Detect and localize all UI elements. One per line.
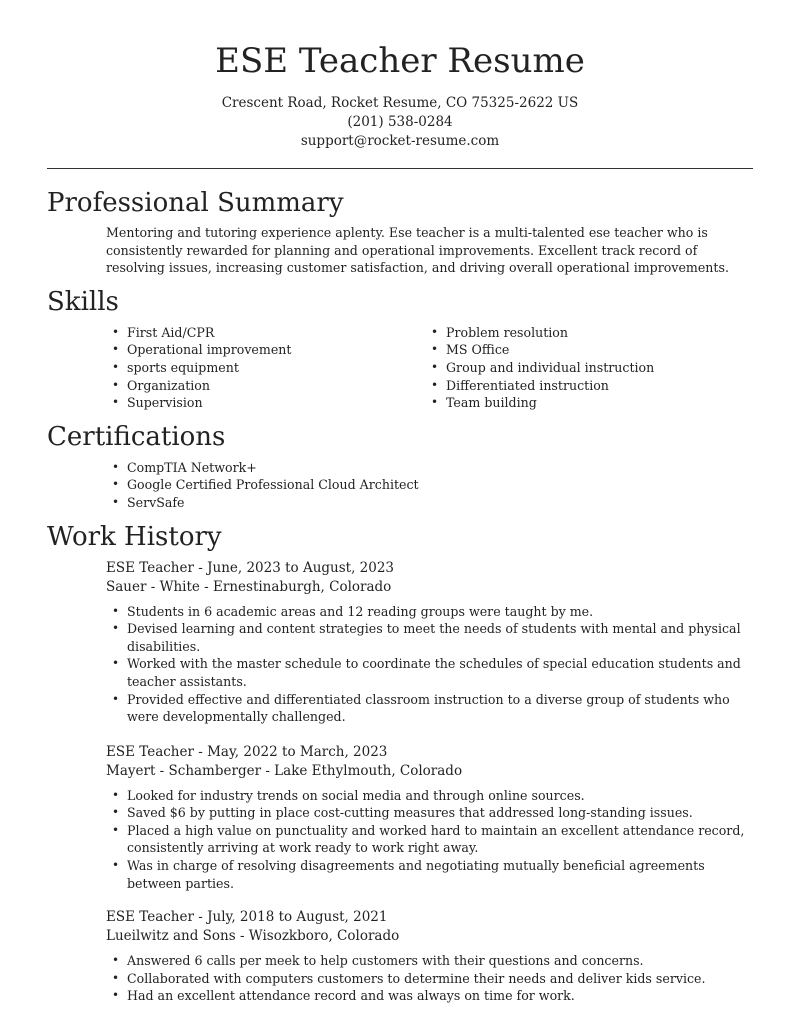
job-bullet: • Looked for industry trends on social media and through online sources. (106, 787, 757, 805)
job-company-location: Mayert - Schamberger - Lake Ethylmouth, Colorado (106, 762, 463, 779)
job-entry (106, 559, 753, 726)
skill-item: • sports equipment (47, 359, 366, 377)
summary-text: Mentoring and tutoring experience aplenty. Ese teacher is a multi-talented ese teacher who is consistently rewarded for planning and operational improvements. Excellent track record of resolving issues, increasing customer satisfaction, and driving overall operational improvements. (106, 225, 729, 276)
job-title-dates: ESE Teacher - July, 2018 to August, 2021 (106, 909, 388, 926)
certifications-title: Certifications (47, 421, 226, 452)
job-entry (106, 908, 753, 1005)
certification-item: • Google Certified Professional Cloud Architect (47, 476, 753, 494)
job-bullet: • Was in charge of resolving disagreements and negotiating mutually beneficial agreements between parties. (106, 857, 757, 892)
job-title-dates: ESE Teacher - June, 2023 to August, 2023 (106, 559, 395, 576)
job-title-dates: ESE Teacher - May, 2022 to March, 2023 (106, 743, 388, 760)
resume-title: ESE Teacher Resume (215, 41, 585, 81)
job-entry (106, 743, 753, 893)
summary-title: Professional Summary (47, 188, 344, 218)
skill-item: • Differentiated instruction (366, 377, 685, 395)
job-bullets (106, 952, 753, 1005)
skills-columns (47, 324, 753, 412)
certifications-section (47, 420, 753, 512)
skill-item: • Group and individual instruction (366, 359, 685, 377)
skill-item: • MS Office (366, 341, 685, 359)
certifications-list (47, 459, 753, 512)
skill-item: • Team building (366, 394, 685, 412)
skills-list-right (366, 324, 685, 412)
job-bullet: • Worked with the master schedule to coordinate the schedules of special education students and teacher assistants. (106, 655, 757, 690)
job-bullet: • Devised learning and content strategies to meet the needs of students with mental and physical disabilities. (106, 620, 757, 655)
skills-section (47, 285, 753, 412)
address: Crescent Road, Rocket Resume, CO 75325-2622 US (221, 95, 579, 111)
resume-header (0, 0, 800, 151)
work-history-section (47, 520, 753, 1006)
job-bullet: • Had an excellent attendance record and was always on time for work. (106, 987, 757, 1005)
job-company-location: Sauer - White - Ernestinaburgh, Colorado (106, 578, 392, 595)
header-divider (47, 168, 753, 169)
job-bullet: • Students in 6 academic areas and 12 reading groups were taught by me. (106, 603, 757, 621)
phone: (201) 538-0284 (347, 114, 453, 130)
summary-section (47, 186, 753, 277)
certification-item: • CompTIA Network+ (47, 459, 753, 477)
job-bullet: • Saved $6 by putting in place cost-cutting measures that addressed long-standing issues. (106, 804, 757, 822)
job-bullet: • Provided effective and differentiated classroom instruction to a diverse group of students who were developmentally challenged. (106, 691, 757, 726)
job-bullets (106, 603, 753, 726)
skill-item: • Operational improvement (47, 341, 366, 359)
skills-list-left (47, 324, 366, 412)
certification-item: • ServSafe (47, 494, 753, 512)
work-history-title: Work History (47, 521, 222, 552)
skill-item: • Supervision (47, 394, 366, 412)
job-bullets (106, 787, 753, 893)
skill-item: • Problem resolution (366, 324, 685, 342)
skill-item: • First Aid/CPR (47, 324, 366, 342)
job-company-location: Lueilwitz and Sons - Wisozkboro, Colorado (106, 928, 400, 945)
job-bullet: • Answered 6 calls per meek to help customers with their questions and concerns. (106, 952, 757, 970)
job-bullet: • Placed a high value on punctuality and worked hard to maintain an excellent attendance record, consistently arriving at work ready to work right away. (106, 822, 757, 857)
job-bullet: • Collaborated with computers customers to determine their needs and deliver kids service. (106, 970, 757, 988)
skills-title: Skills (47, 286, 119, 317)
email: support@rocket-resume.com (300, 133, 500, 149)
skill-item: • Organization (47, 377, 366, 395)
